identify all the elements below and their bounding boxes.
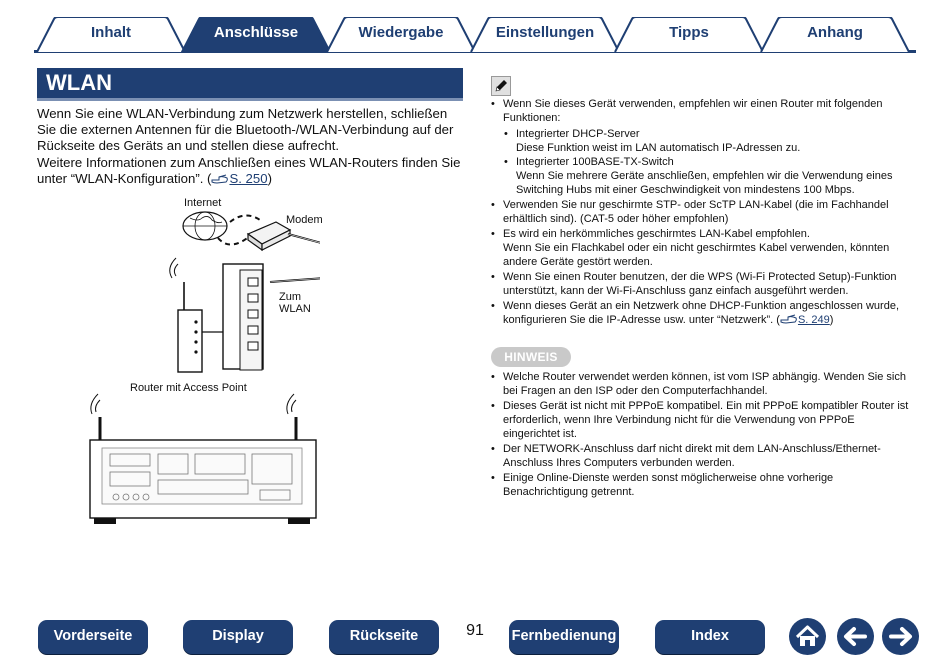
remote-control-button[interactable] — [509, 620, 619, 654]
page-reference-link[interactable] — [780, 314, 830, 326]
page-reference-link[interactable] — [211, 171, 267, 186]
note-badge — [491, 347, 571, 367]
tab-wiedergabe-label: Wiedergabe — [358, 24, 444, 41]
tips-list — [490, 97, 910, 328]
page-reference: S. 250 — [229, 171, 268, 186]
index-label: Index — [691, 628, 729, 644]
tip-cable: Verwenden Sie nur geschirmte STP- oder ScTP LAN-Kabel (die im Fachhandel erhältlich sind). (CAT-5 oder höher empfohlen) — [503, 199, 889, 225]
sub-text: Wenn Sie mehrere Geräte anschließen, empfehlen wir die Verwendung eines Switching Hubs mit einer Geschwindigkeit von mindestens 100 Mbps. — [516, 170, 893, 196]
tab-anschluesse-label: Anschlüsse — [213, 24, 299, 41]
intro-paragraph: Wenn Sie eine WLAN-Verbindung zum Netzwerk herstellen, schließen Sie die externen Antennen für die Bluetooth-/WLAN-Verbindung auf der Rückseite des Geräts an und stellen diese aufrecht. — [37, 106, 454, 153]
tab-tipps[interactable] — [614, 17, 764, 52]
back-button[interactable] — [837, 618, 874, 655]
sub-item — [503, 127, 910, 155]
reference-paragraph — [37, 155, 467, 187]
tip-dhcp: Wenn dieses Gerät an ein Netzwerk ohne DHCP-Funktion angeschlossen wurde, konfigurieren Sie die IP-Adresse usw. unter “Netzwerk”. ( — [503, 300, 899, 326]
reference-close: ) — [267, 171, 272, 186]
page-number: 91 — [466, 622, 484, 639]
switch-box-icon — [223, 264, 263, 370]
note-online: Einige Online-Dienste werden sonst möglicherweise ohne vorherige Benachrichtigung getrennt. — [503, 472, 834, 498]
modem-device-icon — [248, 222, 290, 250]
list-item — [490, 227, 910, 269]
tab-wiedergabe[interactable] — [326, 17, 476, 52]
list-item — [490, 97, 910, 197]
reference-text: Weitere Informationen zum Anschließen eines WLAN-Routers finden Sie unter “WLAN-Konfiguration”. ( — [37, 155, 461, 186]
home-button[interactable] — [789, 618, 826, 655]
list-item — [490, 399, 910, 441]
pointing-hand-icon — [211, 174, 229, 184]
reference-close: ) — [829, 314, 834, 326]
modem-label: Modem — [286, 214, 323, 226]
tab-einstellungen-label: Einstellungen — [495, 24, 595, 41]
tip-lan-cable: Es wird ein herkömmliches geschirmtes LAN-Kabel empfohlen. — [503, 228, 810, 240]
arrow-left-icon — [837, 618, 874, 655]
sub-title: Integrierter DHCP-Server — [516, 128, 640, 140]
sub-item — [503, 155, 910, 197]
tip-router-functions: Wenn Sie dieses Gerät verwenden, empfehlen wir einen Router mit folgenden Funktionen: — [503, 98, 883, 124]
note-pppoe: Dieses Gerät ist nicht mit PPPoE kompatibel. Ein mit PPPoE kompatibler Router ist erforderlich, wenn Ihre Verbindung nicht für die Verwendung von PPPoE eingerichtet ist. — [503, 400, 909, 440]
note-badge-label: HINWEIS — [504, 350, 558, 364]
front-panel-button[interactable] — [38, 620, 148, 654]
list-item — [490, 270, 910, 298]
tip-flat-cable: Wenn Sie ein Flachkabel oder ein nicht geschirmtes Kabel verwenden, könnten andere Geräte gestört werden. — [503, 242, 890, 268]
tab-tipps-label: Tipps — [669, 24, 709, 41]
front-panel-label: Vorderseite — [53, 628, 133, 644]
internet-globe-icon — [183, 212, 227, 240]
note-isp: Welche Router verwendet werden können, ist vom ISP abhängig. Wenden Sie sich bei Fragen an den ISP oder den Computerfachhandel. — [503, 371, 906, 397]
list-item — [490, 442, 910, 470]
av-receiver-icon — [90, 394, 316, 524]
diagram-illustration — [80, 192, 320, 532]
sub-text: Diese Funktion weist im LAN automatisch IP-Adressen zu. — [516, 142, 801, 154]
pointing-hand-icon — [780, 314, 798, 324]
sub-title: Integrierter 100BASE-TX-Switch — [516, 156, 674, 168]
display-label: Display — [212, 628, 264, 644]
tab-anhang[interactable] — [760, 17, 910, 52]
router-label: Router mit Access Point — [130, 382, 247, 394]
note-network: Der NETWORK-Anschluss darf nicht direkt mit dem LAN-Anschluss/Ethernet-Anschluss Ihres Computers verbunden werden. — [503, 443, 881, 469]
pencil-icon — [491, 76, 511, 96]
tab-bar — [0, 0, 950, 60]
tab-einstellungen[interactable] — [470, 17, 620, 52]
zum-wlan-label: Zum WLAN — [279, 291, 311, 315]
tab-anhang-label: Anhang — [807, 24, 863, 41]
internet-label: Internet — [184, 197, 222, 209]
list-item — [490, 198, 910, 226]
list-item — [490, 299, 910, 327]
home-icon — [789, 618, 826, 655]
rear-panel-label: Rückseite — [349, 628, 419, 644]
connection-diagram — [80, 192, 323, 532]
tip-wps: Wenn Sie einen Router benutzen, der die WPS (Wi-Fi Protected Setup)-Funktion unterstützt, kann der Wi-Fi-Anschluss ganz einfach ausgeführt werden. — [503, 271, 897, 297]
remote-control-label: Fernbedienung — [511, 628, 617, 644]
tab-inhalt[interactable] — [36, 17, 186, 52]
list-item — [490, 471, 910, 499]
notes-list — [490, 370, 910, 500]
forward-button[interactable] — [882, 618, 919, 655]
display-button[interactable] — [183, 620, 293, 654]
index-button[interactable] — [655, 620, 765, 654]
router-access-point-icon — [170, 258, 202, 372]
arrow-right-icon — [882, 618, 919, 655]
page-reference: S. 249 — [797, 314, 830, 326]
section-heading — [37, 68, 463, 101]
tab-inhalt-label: Inhalt — [91, 24, 131, 41]
list-item — [490, 370, 910, 398]
tab-anschluesse[interactable] — [181, 17, 331, 52]
rear-panel-button[interactable] — [329, 620, 439, 654]
section-title: WLAN — [46, 70, 112, 95]
